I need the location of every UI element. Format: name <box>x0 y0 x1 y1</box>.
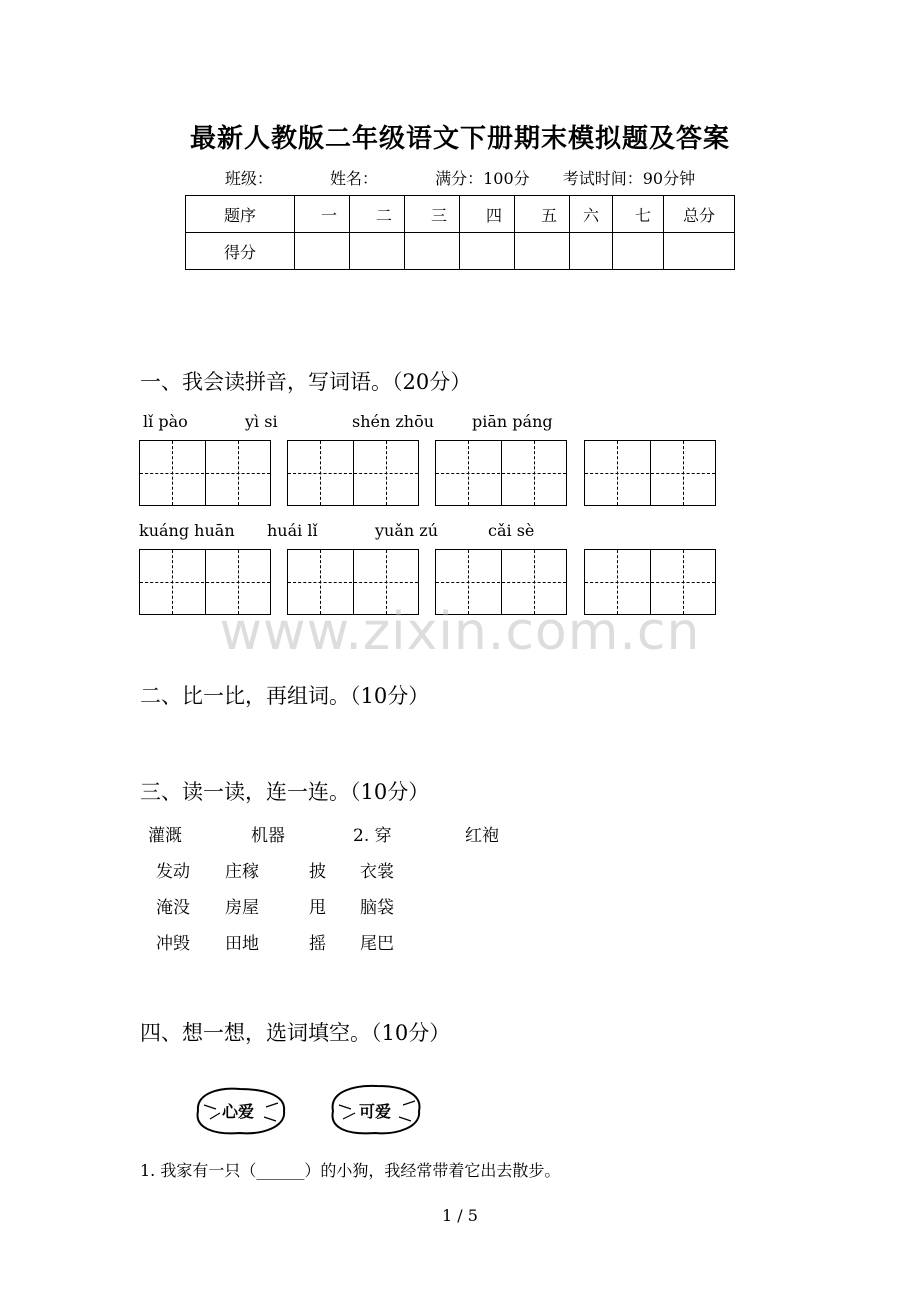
match-word: 2. 穿 <box>353 826 392 846</box>
match-word: 冲毁 <box>156 934 190 954</box>
writing-grid-box[interactable] <box>139 440 271 506</box>
section4-heading: 四、想一想，选词填空。（10分） <box>140 1021 451 1045</box>
score-cell[interactable] <box>405 233 460 270</box>
page-title: 最新人教版二年级语文下册期末模拟题及答案 <box>189 124 730 154</box>
writing-grid-box[interactable] <box>287 440 419 506</box>
name-label: 姓名： <box>329 169 378 188</box>
page-number: 1 / 5 <box>442 1206 478 1225</box>
pinyin-label: shén zhōu <box>352 412 435 431</box>
match-word: 摇 <box>309 934 326 954</box>
score-cell[interactable] <box>570 233 613 270</box>
word-bubble-label: 心爱 <box>222 1102 255 1121</box>
match-word: 甩 <box>309 898 326 918</box>
match-word: 脑袋 <box>360 898 394 918</box>
score-cell[interactable] <box>460 233 515 270</box>
score-cell[interactable] <box>613 233 664 270</box>
score-header-cell: 六 <box>570 196 613 233</box>
section3-heading: 三、读一读，连一连。（10分） <box>140 780 430 804</box>
score-header-cell: 总分 <box>664 196 735 233</box>
class-label: 班级： <box>224 169 273 188</box>
pinyin-label: yuǎn zú <box>375 521 439 540</box>
score-header-cell: 三 <box>405 196 460 233</box>
score-cell[interactable] <box>350 233 405 270</box>
match-word: 红袍 <box>465 826 499 846</box>
score-header-cell: 一 <box>295 196 350 233</box>
score-cell[interactable] <box>295 233 350 270</box>
pinyin-label: huái lǐ <box>267 521 318 540</box>
match-word: 披 <box>309 862 326 882</box>
exam-meta <box>0 166 920 189</box>
score-cell[interactable] <box>664 233 735 270</box>
match-word: 淹没 <box>156 898 190 918</box>
score-header-cell: 五 <box>515 196 570 233</box>
section2-heading: 二、比一比，再组词。（10分） <box>140 684 430 708</box>
exam-time: 考试时间：90分钟 <box>562 169 696 188</box>
full-score: 满分：100分 <box>435 169 530 188</box>
match-word: 衣裳 <box>360 862 394 882</box>
section1-heading: 一、我会读拼音，写词语。（20分） <box>140 370 472 394</box>
score-table-score-row <box>186 233 735 270</box>
score-table-header-row <box>186 196 735 233</box>
writing-grid-box[interactable] <box>584 440 716 506</box>
watermark: www.zixin.com.cn <box>219 602 701 662</box>
score-cell[interactable] <box>515 233 570 270</box>
question-1: 1. 我家有一只（______）的小狗，我经常带着它出去散步。 <box>140 1161 561 1180</box>
pinyin-label: lǐ pào <box>143 412 188 431</box>
word-bubble-label: 可爱 <box>359 1102 392 1121</box>
score-header-cell: 七 <box>613 196 664 233</box>
match-word: 发动 <box>156 862 190 882</box>
pinyin-label: kuáng huān <box>139 521 235 540</box>
match-word: 庄稼 <box>225 862 259 882</box>
score-header-cell: 题序 <box>186 196 295 233</box>
match-word: 房屋 <box>225 898 259 918</box>
pinyin-label: cǎi sè <box>488 521 535 540</box>
score-header-cell: 四 <box>460 196 515 233</box>
match-word: 尾巴 <box>360 934 394 954</box>
score-header-cell: 二 <box>350 196 405 233</box>
score-table <box>185 195 735 270</box>
pinyin-label: piān páng <box>472 412 553 431</box>
match-word: 田地 <box>225 934 259 954</box>
match-word: 灌溉 <box>148 826 182 846</box>
pinyin-label: yì si <box>245 412 278 431</box>
writing-grid-box[interactable] <box>435 440 567 506</box>
score-row-label: 得分 <box>186 233 295 270</box>
match-word: 机器 <box>251 826 285 846</box>
